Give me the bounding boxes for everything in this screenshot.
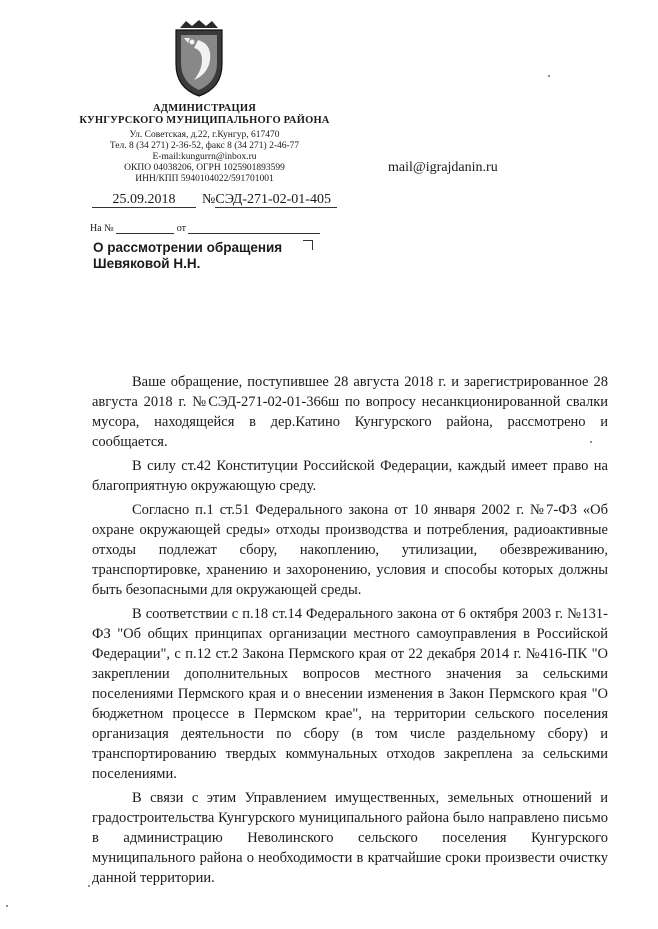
body-paragraph: В силу ст.42 Конституции Российской Федерации, каждый имеет право на благоприятную окружающую среду. xyxy=(92,458,608,494)
letter-body xyxy=(92,372,608,892)
on-no-blank xyxy=(116,222,174,234)
letter-number: СЭД-271-02-01-405 xyxy=(215,192,337,208)
scan-speck xyxy=(6,905,8,907)
scan-speck xyxy=(88,885,90,887)
org-address: Ул. Советская, д.22, г.Кунгур, 617470 xyxy=(129,130,280,140)
org-codes-1: ОКПО 04038206, ОГРН 1025901893599 xyxy=(124,163,285,173)
registration-line xyxy=(92,192,337,208)
body-paragraph: В связи с этим Управлением имущественных, земельных отношений и градостроительства Кунгурского муниципального района было направлено письмо в администрацию Неволинского сельского поселения Кунгурского муниципального района о необходимости в кратчайшие сроки произвести очистку данной территории. xyxy=(92,790,608,886)
coat-of-arms-emblem xyxy=(168,18,230,98)
recipient-email: mail@igrajdanin.ru xyxy=(388,160,498,175)
org-title-line-2: КУНГУРСКОГО МУНИЦИПАЛЬНОГО РАЙОНА xyxy=(79,115,330,126)
number-sign: № xyxy=(202,192,216,207)
from-blank xyxy=(188,222,320,234)
org-title-line-1: АДМИНИСТРАЦИЯ xyxy=(153,103,256,114)
org-phone: Тел. 8 (34 271) 2-36-52, факс 8 (34 271) 2-46-77 xyxy=(109,141,300,151)
scan-speck xyxy=(548,75,550,77)
body-paragraph: В соответствии с п.18 ст.14 Федерального закона от 6 октября 2003 г. №131-ФЗ "Об общих принципах организации местного самоуправления в Российской Федерации", с п.12 ст.2 Закона Пермского края от 22 декабря 2014 г. №416-ПК "О закреплении дополнительных вопросов местного значения за сельскими поселениями Пермского края и о внесении изменения в Закон Пермского края "О бюджетном процессе в Пермском крае", на территории сельского поселения организация деятельности по сбору (в том числе раздельному сбору) и транспортированию твердых коммунальных отходов закреплена за сельскими поселениями. xyxy=(92,606,608,782)
org-email: E-mail:kungurrn@inbox.ru xyxy=(152,152,257,162)
letter-date: 25.09.2018 xyxy=(92,192,196,208)
from-label: от xyxy=(176,223,186,234)
subject-line-1: О рассмотрении обращения xyxy=(93,240,283,255)
subject-corner-mark xyxy=(303,240,313,250)
subject-line-2: Шевяковой Н.Н. xyxy=(93,256,201,271)
org-codes-2: ИНН/КПП 5940104022/591701001 xyxy=(135,174,274,184)
letter-subject xyxy=(93,240,282,272)
on-no-label: На № xyxy=(90,223,114,234)
organization-header xyxy=(72,103,337,185)
body-paragraph: Согласно п.1 ст.51 Федерального закона от 10 января 2002 г. №7-ФЗ «Об охране окружающей среды» отходы производства и потребления, радиоактивные отходы подлежат сбору, накоплению, утилизации, обезвреживанию, транспортировке, хранению и захоронению, условия и способы которых должны быть безопасными для окружающей среды. xyxy=(92,502,608,598)
scan-speck xyxy=(590,441,592,443)
body-paragraph: Ваше обращение, поступившее 28 августа 2018 г. и зарегистрированное 28 августа 2018 г. №СЭД-271-02-01-366ш по вопросу несанкционированной свалки мусора, находящейся в дер.Катино Кунгурского района, рассмотрено и сообщается. xyxy=(92,374,608,450)
reference-line xyxy=(90,222,320,234)
